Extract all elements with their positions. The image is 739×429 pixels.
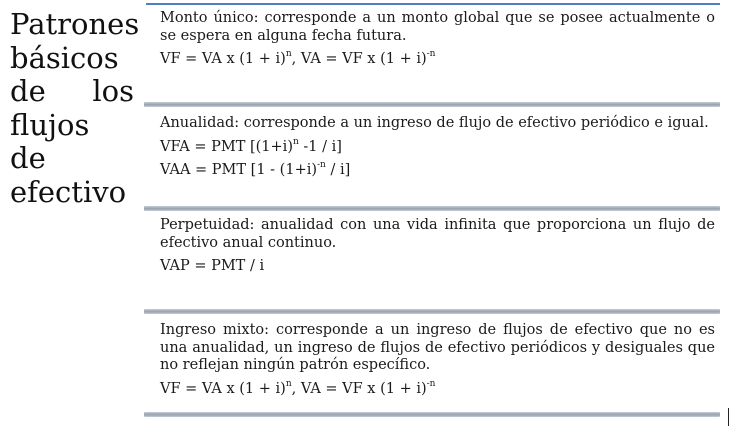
text-cursor: [728, 408, 729, 426]
formula-part: VAA = PMT [1 - (1+i): [160, 162, 318, 178]
formula-exponent: n: [285, 378, 292, 389]
section-description: Monto único: corresponde a un monto global que se posee actualmente o se espera en alguna fecha futura.: [160, 10, 715, 44]
formula-part: , VA = VF x (1 + i): [291, 51, 427, 67]
section-divider: [144, 206, 720, 211]
formula-part: VF = VA x (1 + i): [160, 51, 286, 67]
formula-part: VFA = PMT [(1+i): [160, 138, 293, 155]
formula-exponent: -n: [426, 49, 436, 60]
top-accent-rule: [146, 3, 720, 5]
formula-exponent: n: [292, 136, 299, 147]
section-perpetuidad: [160, 217, 715, 276]
formula-exponent: n: [285, 49, 292, 60]
formula-exponent: -n: [426, 378, 436, 389]
formula-exponent: -n: [317, 160, 326, 171]
section-monto-unico: [160, 10, 715, 69]
section-description: Ingreso mixto: corresponde a un ingreso de flujos de efectivo que no es una anualidad, un ingreso de flujos de efectivo periódicos y desiguales que no reflejan ningún patrón específico.: [160, 322, 715, 373]
formula-line: [160, 136, 715, 157]
formula-line: [160, 162, 715, 180]
formula-line: [160, 51, 715, 69]
formula-part: -1 / i]: [298, 138, 342, 155]
formula-line: [160, 258, 715, 276]
section-divider: [144, 412, 720, 417]
formula-part: / i]: [325, 162, 351, 178]
formula-line: [160, 378, 715, 399]
section-description: Perpetuidad: anualidad con una vida infinita que proporciona un flujo de efectivo anual continuo.: [160, 217, 715, 251]
section-divider: [144, 309, 720, 314]
formula-part: VAP = PMT / i: [160, 258, 265, 274]
section-anualidad: [160, 115, 715, 180]
section-ingreso-mixto: [160, 322, 715, 398]
formula-part: , VA = VF x (1 + i): [291, 380, 427, 397]
section-description: Anualidad: corresponde a un ingreso de flujo de efectivo periódico e igual.: [160, 115, 709, 131]
page-title: Patrones básicos de los flujos de efectivo: [10, 7, 140, 209]
formula-part: VF = VA x (1 + i): [160, 380, 286, 397]
section-divider: [144, 102, 720, 107]
